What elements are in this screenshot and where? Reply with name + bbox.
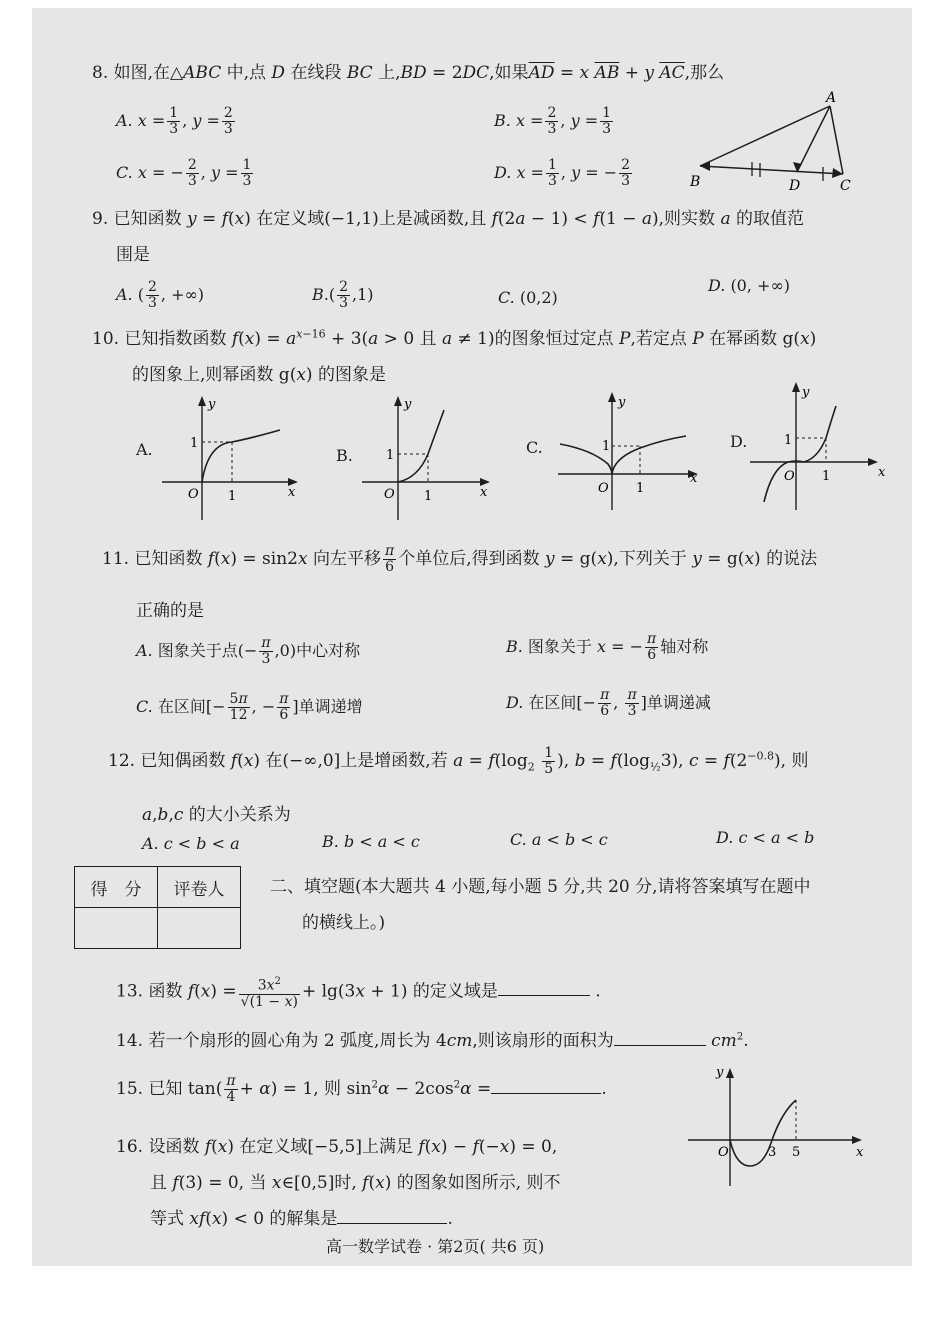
q10-d-one-y: 1 <box>784 433 793 448</box>
q10-b-x-label: x <box>480 485 488 500</box>
q8-triangle-figure <box>680 86 862 190</box>
q10-graph-a-label: A. <box>136 440 153 459</box>
q10-b-origin: O <box>384 487 395 502</box>
q12-option-d: D. c < a < b <box>716 828 815 847</box>
q10-c-origin: O <box>598 481 609 496</box>
score-header: 得 分 <box>75 867 158 908</box>
q9-option-a: A. ( $\frac{2}{3}$ , +∞) <box>116 279 205 311</box>
q8-stem: 8. 如图,在△ABC 中,点 D 在线段 BC 上,BD = 2DC,如果$\overline{AD} = x$ $\overline{AB} + y$ $\overline{AC}$,那么 <box>92 63 725 83</box>
grader-cell[interactable] <box>158 908 241 949</box>
q8-option-a: A. x = $\frac{1}{3}$ , y = $\frac{2}{3}$ <box>116 105 233 137</box>
q10-graph-c <box>552 388 702 514</box>
q11-option-d: D. 在区间[− $\frac{\pi}{6}$ , $\frac{\pi}{3}$ ]单调递减 <box>506 687 711 719</box>
q16-origin: O <box>718 1145 729 1160</box>
q10-graph-c-label: C. <box>526 438 543 457</box>
q16-line3: 等式 xf(x) < 0 的解集是 . <box>150 1209 453 1229</box>
q16-answer-blank[interactable] <box>337 1207 447 1224</box>
q10-a-origin: O <box>188 487 199 502</box>
q8-option-d: D. x = $\frac{1}{3}$ , y = − $\frac{2}{3}$ <box>494 157 631 189</box>
q8-label-c: C <box>840 178 851 190</box>
q10-line1: 10. 已知指数函数 $f(x) = a^{x-16} + 3(a > 0$ 且 a ≠ 1)的图象恒过定点 P,若定点 P 在幂函数 g(x) <box>92 327 817 349</box>
q10-d-x-label: x <box>878 465 886 480</box>
q9-option-b: B.( $\frac{2}{3}$ ,1) <box>312 279 374 311</box>
q10-b-one-x: 1 <box>424 489 433 504</box>
q8-option-b: B. x = $\frac{2}{3}$ , y = $\frac{1}{3}$ <box>494 105 612 137</box>
q8-label-a: A <box>826 90 837 106</box>
q10-graph-d <box>744 378 894 514</box>
q10-d-y-label: y <box>802 385 810 400</box>
q10-c-x-label: x <box>690 471 698 486</box>
q9-option-c: C. (0,2) <box>498 288 558 307</box>
q10-a-x-label: x <box>288 485 296 500</box>
q11-line1: 11. 已知函数 f(x) = sin2x 向左平移 $\frac{\pi}{6}$ 个单位后,得到函数 y = g(x),下列关于 y = g(x) 的说法 <box>102 543 818 575</box>
q15-line: 15. 已知 tan( $\frac{\pi}{4}$ + α) = 1, 则 $\sin^2\alpha - 2\cos^2\alpha$ = . <box>116 1073 607 1105</box>
q10-graph-b-label: B. <box>336 446 353 465</box>
q8-label-d: D <box>789 178 801 190</box>
page-footer: 高一数学试卷 · 第2页( 共6 页) <box>326 1237 545 1256</box>
q10-d-origin: O <box>784 469 795 484</box>
q10-graph-a <box>152 392 302 524</box>
grader-header: 评卷人 <box>158 867 241 908</box>
q10-a-one-x: 1 <box>228 489 237 504</box>
q10-c-one-y: 1 <box>602 439 611 454</box>
q16-tick-5: 5 <box>792 1145 801 1160</box>
q13-line: 13. 函数 f(x) = $\frac{3x^2}{√(1 - x)}$ + lg(3x + 1) 的定义域是 . <box>116 976 601 1010</box>
q10-d-one-x: 1 <box>822 469 831 484</box>
q12-option-a: A. c < b < a <box>142 834 240 853</box>
q16-line2: 且 f(3) = 0, 当 x∈[0,5]时, f(x) 的图象如图所示, 则不 <box>150 1173 561 1193</box>
q13-answer-blank[interactable] <box>498 979 590 996</box>
q16-x-label: x <box>856 1145 864 1160</box>
q10-c-y-label: y <box>618 395 626 410</box>
q16-y-label: y <box>716 1065 724 1080</box>
q11-option-a: A. 图象关于点(− $\frac{\pi}{3}$ ,0)中心对称 <box>136 635 361 667</box>
q10-a-one-y: 1 <box>190 436 199 451</box>
q11-line2: 正确的是 <box>136 601 204 621</box>
q14-line: 14. 若一个扇形的圆心角为 2 弧度,周长为 4cm,则该扇形的面积为 $cm^2$. <box>116 1031 749 1051</box>
score-cell[interactable] <box>75 908 158 949</box>
q10-line2: 的图象上,则幂函数 g(x) 的图象是 <box>132 365 386 385</box>
q16-tick-3: 3 <box>768 1145 777 1160</box>
q8-option-c: C. x = − $\frac{2}{3}$ , y = $\frac{1}{3}$ <box>116 157 252 189</box>
q16-graph <box>684 1060 874 1190</box>
q10-b-one-y: 1 <box>386 448 395 463</box>
q9-line1: 9. 已知函数 y = f(x) 在定义域(−1,1)上是减函数,且 f(2a − 1) < f(1 − a),则实数 a 的取值范 <box>92 209 805 229</box>
q10-c-one-x: 1 <box>636 481 645 496</box>
q12-line1: 12. 已知偶函数 f(x) 在(−∞,0]上是增函数,若 $a = f(\log_2$ $\frac{1}{5}$ ), $b = f(\log_{\frac{1}{2}}3)$, $c = f(2^{-0.8})$, 则 <box>108 745 809 777</box>
q10-b-y-label: y <box>404 397 412 412</box>
q9-line2: 围是 <box>116 245 150 265</box>
q10-a-y-label: y <box>208 397 216 412</box>
q9-option-d: D. (0, +∞) <box>708 276 791 295</box>
q12-line2: a,b,c 的大小关系为 <box>142 805 291 825</box>
q11-option-c: C. 在区间[− $\frac{5\pi}{12}$ , − $\frac{\pi}{6}$ ]单调递增 <box>136 691 363 723</box>
q12-option-b: B. b < a < c <box>322 832 420 851</box>
q10-graph-b <box>352 392 492 524</box>
q16-line1: 16. 设函数 f(x) 在定义域[−5,5]上满足 f(x) − f(−x) = 0, <box>116 1137 558 1157</box>
q12-option-c: C. a < b < c <box>510 830 608 849</box>
q10-graph-d-label: D. <box>730 432 748 451</box>
q15-answer-blank[interactable] <box>491 1077 601 1094</box>
exam-page <box>32 8 912 1266</box>
q8-label-b: B <box>690 174 701 190</box>
section2-line2: 的横线上。) <box>302 913 386 933</box>
score-box <box>74 866 241 949</box>
q11-option-b: B. 图象关于 x = − $\frac{\pi}{6}$ 轴对称 <box>506 631 709 663</box>
section2-line1: 二、填空题(本大题共 4 小题,每小题 5 分,共 20 分,请将答案填写在题中 <box>270 877 811 897</box>
q14-answer-blank[interactable] <box>614 1029 706 1046</box>
